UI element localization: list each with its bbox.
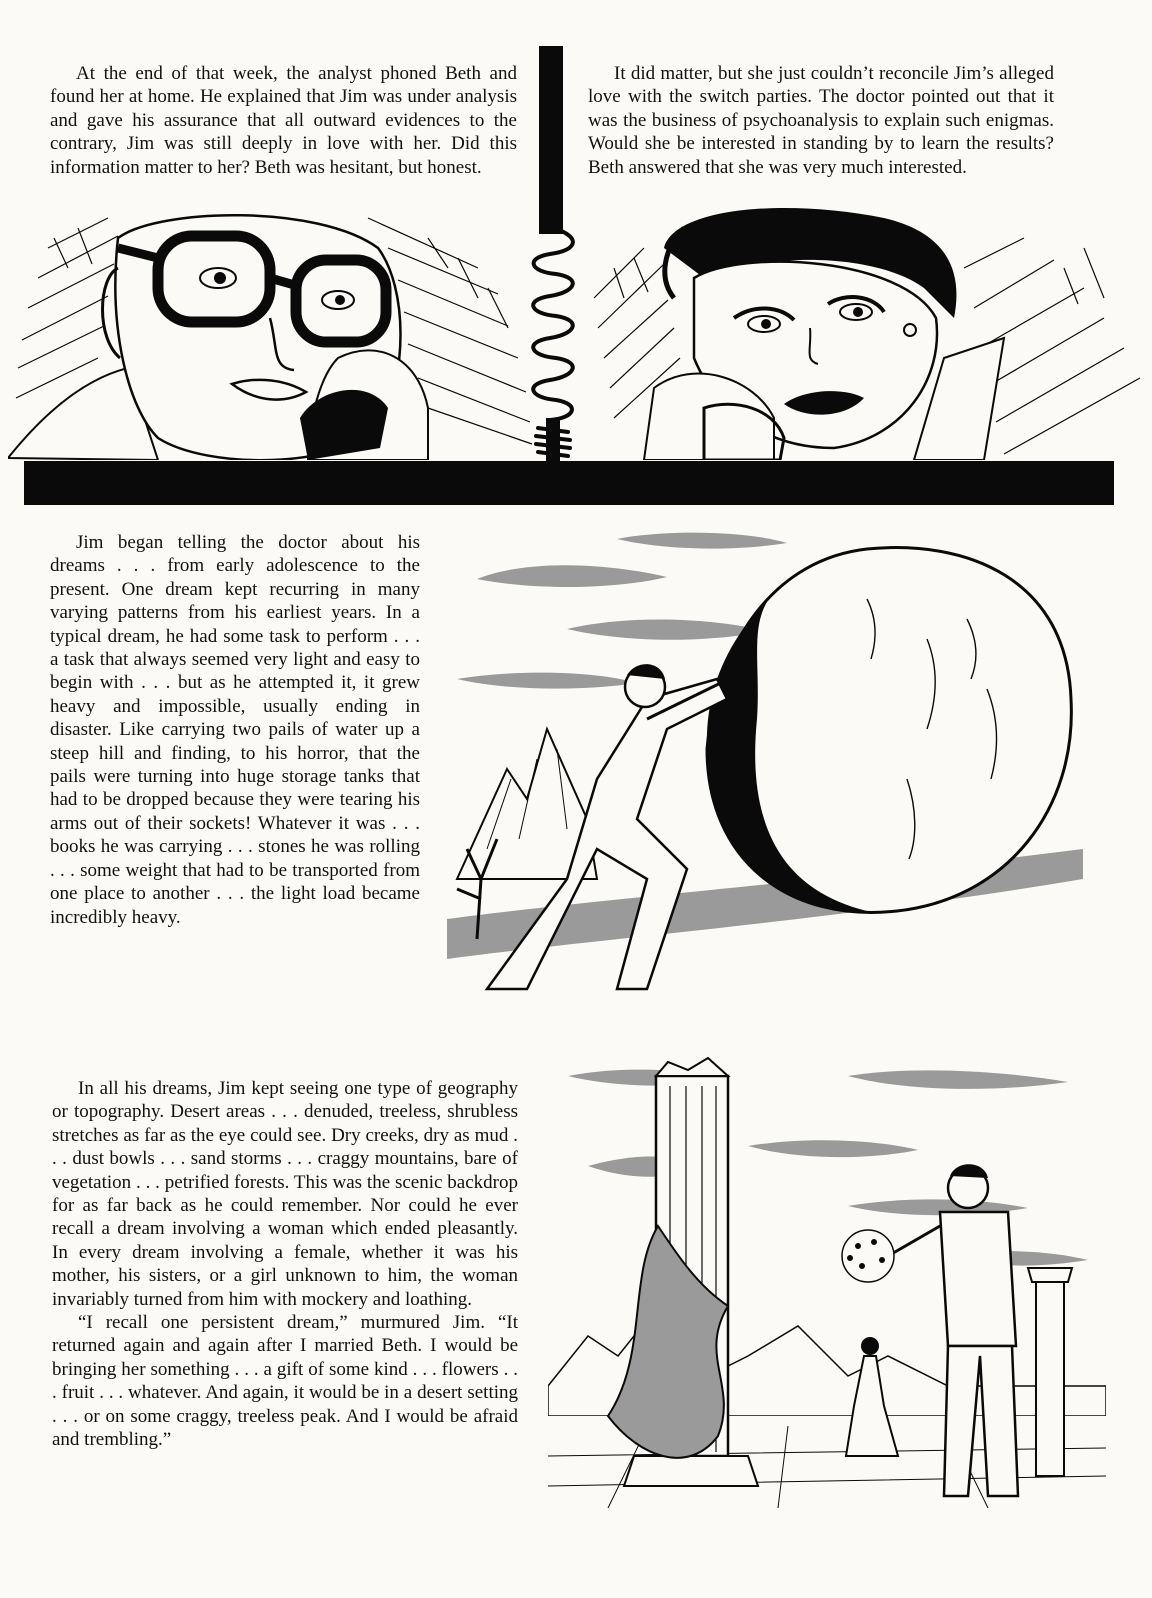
vertical-divider-bar <box>539 46 563 234</box>
paragraph-desert-dreams: In all his dreams, Jim kept seeing one type of geography or topography. Desert areas . . . denuded, treeless, shrubless stretches as far as the eye could see. Dry creeks, dry as mud . . . dust bowls . . . sand storms . . . craggy mountains, bare of vegetation . . . petrified forests. This was the scenic backdrop for as far back as he could remember. Nor could he ever recall a dream involving a woman which ended pleasantly. In every dream involving a female, whether it was his mother, his sisters, or a girl unknown to him, the woman invariably turned from him with mockery and loathing. <box>52 1078 518 1310</box>
text-block-analyst-call <box>50 62 517 179</box>
beth-illustration <box>584 208 1144 460</box>
panel-gift-dream <box>548 1056 1106 1508</box>
paragraph-persistent-dream: “I recall one persistent dream,” murmured Jim. “It returned again and again after I married Beth. I would be bringing her something . . . a gift of some kind . . . flowers . . . fruit . . . whatever. And again, it would be in a desert setting . . . or on some craggy, treeless peak. And I would be afraid and trembling.” <box>52 1312 518 1451</box>
panel-beth-on-phone <box>584 208 1144 460</box>
gift-dream-illustration <box>548 1056 1106 1508</box>
paragraph-dreams: Jim began telling the doctor about his dreams . . . from early adolescence to the present. One dream kept recurring in many varying patterns from his earliest years. In a typical dream, he had some task to perform . . . a task that always seemed very light and easy to begin with . . . but as he attempted it, it grew heavy and impossible, usually ending in disaster. Like carrying two pails of water up a steep hill and finding, to his horror, that the pails were turning into huge storage tanks that had to be dropped because they were tearing his arms out of their sockets! Whatever it was . . . books he was carrying . . . stones he was rolling . . . some weight that had to be transported from one place to another . . . the light load became incredibly heavy. <box>50 532 420 928</box>
panel-boulder-dream <box>447 519 1083 1006</box>
paragraph-beth-reply: It did matter, but she just couldn’t reconcile Jim’s alleged love with the switch parties. The doctor pointed out that it was the business of psychoanalysis to explain such enigmas. Would she be interested in standing by to learn the results? Beth answered that she was very much interested. <box>588 63 1054 178</box>
paragraph-analyst-call: At the end of that week, the analyst phoned Beth and found her at home. He explained that Jim was under analysis and gave his assurance that all outward evidences to the contrary, Jim was still deeply in love with her. Did this information matter to her? Beth was hesitant, but honest. <box>50 63 517 178</box>
analyst-illustration <box>8 208 536 460</box>
text-block-dreams <box>50 531 420 929</box>
text-block-beth-reply <box>588 62 1054 179</box>
text-block-desert-dreams <box>52 1077 518 1452</box>
horizontal-divider-bar <box>24 461 1114 505</box>
boulder-illustration <box>447 519 1083 1006</box>
panel-analyst-on-phone <box>8 208 536 460</box>
